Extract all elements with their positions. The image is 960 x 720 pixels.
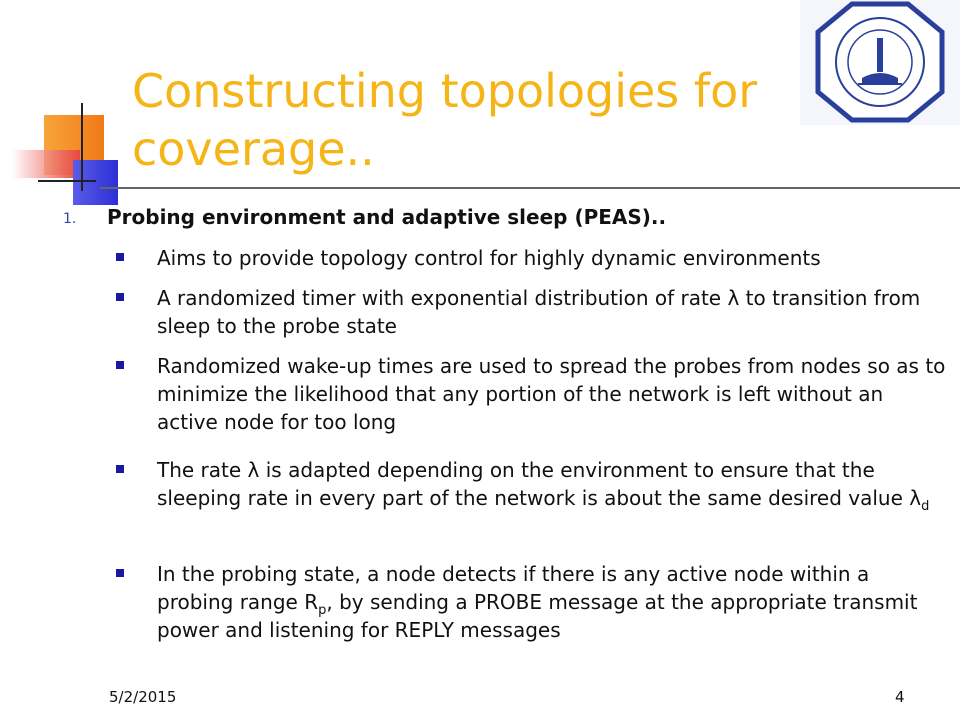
item-number: 1. xyxy=(63,211,77,227)
bullet-text: The rate λ is adapted depending on the environment to ensure that the sleeping rate in every part of the network is about the same desired value λ xyxy=(157,458,922,510)
decor-blue-square xyxy=(73,160,118,205)
bullet-item xyxy=(157,456,947,512)
footer-date: 5/2/2015 xyxy=(109,688,177,706)
bullet-text-cont: , by sending a PROBE message at the appropriate transmit power and listening for REPLY messages xyxy=(157,590,918,642)
page-number: 4 xyxy=(895,688,905,706)
square-bullet-icon xyxy=(116,253,124,261)
university-logo xyxy=(800,0,960,125)
bullet-text: Randomized wake-up times are used to spread the probes from nodes so as to minimize the likelihood that any portion of the network is left without an active node for too long xyxy=(157,354,946,434)
square-bullet-icon xyxy=(116,569,124,577)
heading-text: Probing environment and adaptive sleep (PEAS).. xyxy=(107,205,667,229)
seal-icon xyxy=(800,0,960,125)
lambda-subscript: d xyxy=(921,499,930,514)
slide-title: Constructing topologies for coverage.. xyxy=(132,64,758,176)
bullet-item xyxy=(157,352,947,436)
title-rule xyxy=(100,187,960,189)
decor-red-bar xyxy=(12,150,80,178)
square-bullet-icon xyxy=(116,361,124,369)
numbered-heading xyxy=(63,203,927,231)
bullet-text: In the probing state, a node detects if there is any active node within a probing range R xyxy=(157,562,870,614)
bullet-item xyxy=(157,284,947,340)
bullet-item xyxy=(157,560,947,644)
decor-horizontal-line xyxy=(38,180,96,182)
range-subscript: p xyxy=(318,603,327,618)
square-bullet-icon xyxy=(116,293,124,301)
decor-vertical-line xyxy=(81,103,83,191)
bullet-item xyxy=(157,244,947,272)
square-bullet-icon xyxy=(116,465,124,473)
bullet-text: A randomized timer with exponential distribution of rate λ to transition from sleep to the probe state xyxy=(157,286,921,338)
bullet-text: Aims to provide topology control for highly dynamic environments xyxy=(157,246,821,270)
